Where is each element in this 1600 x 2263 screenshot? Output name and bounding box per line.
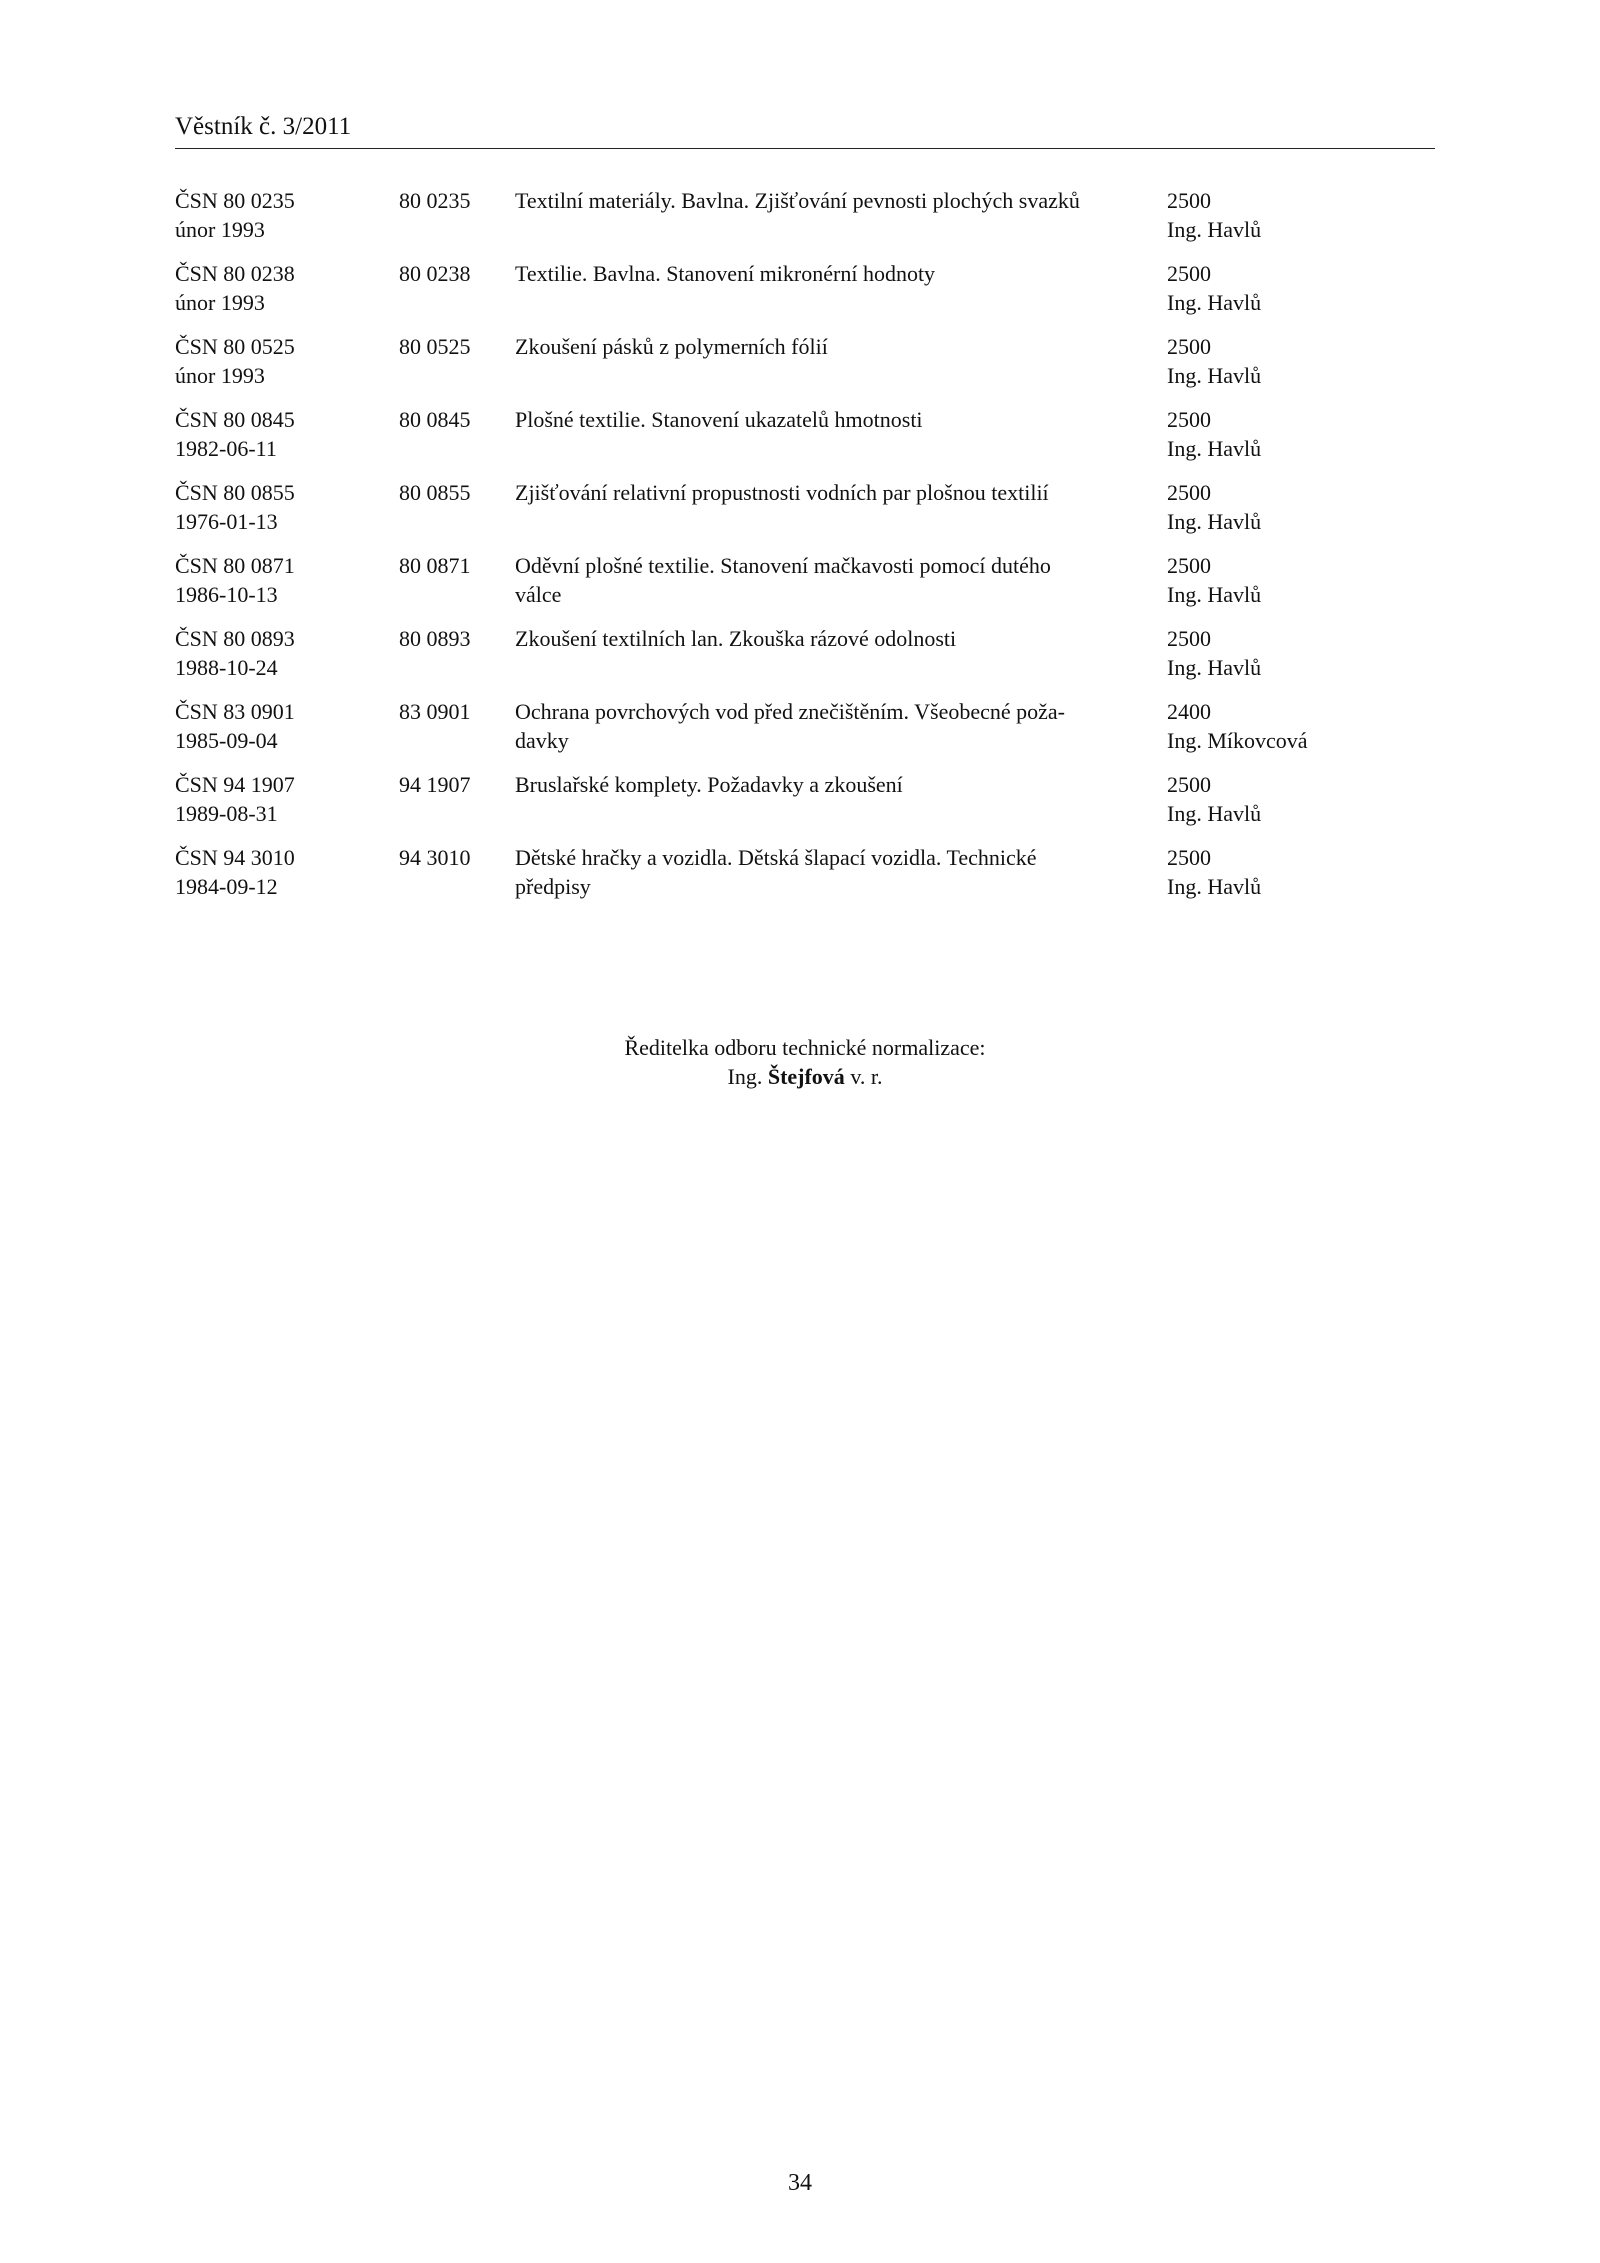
standard-date: 1985-09-04 — [175, 728, 278, 753]
signature-suffix: v. r. — [850, 1064, 883, 1089]
standard-cell — [175, 551, 385, 609]
classification-number: 80 0893 — [399, 626, 471, 651]
standard-cell — [175, 186, 385, 244]
responsible-person: Ing. Havlů — [1167, 436, 1262, 461]
price-cell — [1167, 697, 1427, 755]
number-cell — [399, 259, 509, 288]
signature-role: Ředitelka odboru technické normalizace: — [624, 1035, 986, 1060]
number-cell — [399, 697, 509, 726]
signature-block — [175, 1033, 1435, 1091]
standard-record — [175, 259, 1435, 332]
standard-cell — [175, 259, 385, 317]
standard-date: únor 1993 — [175, 363, 265, 388]
standard-record — [175, 697, 1435, 770]
number-cell — [399, 332, 509, 361]
standard-date: únor 1993 — [175, 290, 265, 315]
standard-title-line: Oděvní plošné textilie. Stanovení mačkavosti pomocí dutého — [515, 553, 1051, 578]
number-cell — [399, 624, 509, 653]
standard-record — [175, 624, 1435, 697]
price-value: 2500 — [1167, 626, 1211, 651]
responsible-person: Ing. Havlů — [1167, 217, 1262, 242]
responsible-person: Ing. Míkovcová — [1167, 728, 1308, 753]
number-cell — [399, 186, 509, 215]
price-value: 2500 — [1167, 188, 1211, 213]
price-cell — [1167, 478, 1427, 536]
classification-number: 83 0901 — [399, 699, 471, 724]
price-cell — [1167, 843, 1427, 901]
standard-code: ČSN 80 0855 — [175, 480, 295, 505]
standard-title-line: Zjišťování relativní propustnosti vodních par plošnou textilií — [515, 480, 1049, 505]
standard-code: ČSN 80 0893 — [175, 626, 295, 651]
standard-cell — [175, 843, 385, 901]
responsible-person: Ing. Havlů — [1167, 290, 1262, 315]
price-cell — [1167, 186, 1427, 244]
price-cell — [1167, 332, 1427, 390]
standard-title-line: Textilie. Bavlna. Stanovení mikronérní hodnoty — [515, 261, 936, 286]
classification-number: 94 3010 — [399, 845, 471, 870]
price-value: 2400 — [1167, 699, 1211, 724]
signature-name-line — [175, 1062, 1435, 1091]
signature-name: Štejfová — [767, 1064, 845, 1089]
standard-title-line: Zkoušení pásků z polymerních fólií — [515, 334, 828, 359]
number-cell — [399, 551, 509, 580]
price-value: 2500 — [1167, 261, 1211, 286]
standard-code: ČSN 80 0845 — [175, 407, 295, 432]
standard-code: ČSN 83 0901 — [175, 699, 295, 724]
standard-code: ČSN 80 0238 — [175, 261, 295, 286]
responsible-person: Ing. Havlů — [1167, 874, 1262, 899]
standard-date: 1989-08-31 — [175, 801, 278, 826]
price-value: 2500 — [1167, 334, 1211, 359]
classification-number: 80 0845 — [399, 407, 471, 432]
standard-code: ČSN 94 3010 — [175, 845, 295, 870]
number-cell — [399, 843, 509, 872]
standard-title-line: válce — [515, 582, 562, 607]
price-value: 2500 — [1167, 480, 1211, 505]
price-cell — [1167, 770, 1427, 828]
standard-cell — [175, 405, 385, 463]
standard-cell — [175, 697, 385, 755]
standard-record — [175, 186, 1435, 259]
standards-list — [175, 186, 1435, 916]
standard-record — [175, 770, 1435, 843]
standard-date: 1976-01-13 — [175, 509, 278, 534]
price-cell — [1167, 624, 1427, 682]
standard-cell — [175, 332, 385, 390]
price-cell — [1167, 551, 1427, 609]
page-header — [175, 112, 1435, 149]
responsible-person: Ing. Havlů — [1167, 655, 1262, 680]
standard-title-line: Zkoušení textilních lan. Zkouška rázové odolnosti — [515, 626, 957, 651]
standard-date: 1982-06-11 — [175, 436, 277, 461]
standard-cell — [175, 478, 385, 536]
price-value: 2500 — [1167, 845, 1211, 870]
standard-record — [175, 843, 1435, 916]
standard-title-line: Bruslařské komplety. Požadavky a zkoušení — [515, 772, 903, 797]
price-value: 2500 — [1167, 407, 1211, 432]
standard-title-line: předpisy — [515, 874, 591, 899]
price-cell — [1167, 259, 1427, 317]
classification-number: 80 0238 — [399, 261, 471, 286]
classification-number: 80 0855 — [399, 480, 471, 505]
responsible-person: Ing. Havlů — [1167, 363, 1262, 388]
standard-code: ČSN 94 1907 — [175, 772, 295, 797]
standard-date: 1984-09-12 — [175, 874, 278, 899]
classification-number: 80 0235 — [399, 188, 471, 213]
standard-title-line: Plošné textilie. Stanovení ukazatelů hmotnosti — [515, 407, 923, 432]
price-value: 2500 — [1167, 553, 1211, 578]
price-value: 2500 — [1167, 772, 1211, 797]
standard-code: ČSN 80 0871 — [175, 553, 295, 578]
classification-number: 94 1907 — [399, 772, 471, 797]
standard-record — [175, 405, 1435, 478]
standard-cell — [175, 624, 385, 682]
number-cell — [399, 478, 509, 507]
standard-code: ČSN 80 0525 — [175, 334, 295, 359]
price-cell — [1167, 405, 1427, 463]
standard-title-line: davky — [515, 728, 569, 753]
standard-record — [175, 551, 1435, 624]
number-cell — [399, 405, 509, 434]
standard-date: 1986-10-13 — [175, 582, 278, 607]
standard-date: 1988-10-24 — [175, 655, 278, 680]
page-number: 34 — [788, 2170, 812, 2196]
standard-record — [175, 478, 1435, 551]
standard-title-line: Ochrana povrchových vod před znečištěním. Všeobecné poža- — [515, 699, 1065, 724]
classification-number: 80 0525 — [399, 334, 471, 359]
number-cell — [399, 770, 509, 799]
signature-prefix: Ing. — [727, 1064, 763, 1089]
bulletin-title: Věstník č. 3/2011 — [175, 113, 352, 140]
responsible-person: Ing. Havlů — [1167, 801, 1262, 826]
standard-title-line: Textilní materiály. Bavlna. Zjišťování pevnosti plochých svazků — [515, 188, 1080, 213]
classification-number: 80 0871 — [399, 553, 471, 578]
standard-date: únor 1993 — [175, 217, 265, 242]
standard-cell — [175, 770, 385, 828]
responsible-person: Ing. Havlů — [1167, 582, 1262, 607]
standard-title-line: Dětské hračky a vozidla. Dětská šlapací vozidla. Technické — [515, 845, 1037, 870]
standard-record — [175, 332, 1435, 405]
responsible-person: Ing. Havlů — [1167, 509, 1262, 534]
standard-code: ČSN 80 0235 — [175, 188, 295, 213]
